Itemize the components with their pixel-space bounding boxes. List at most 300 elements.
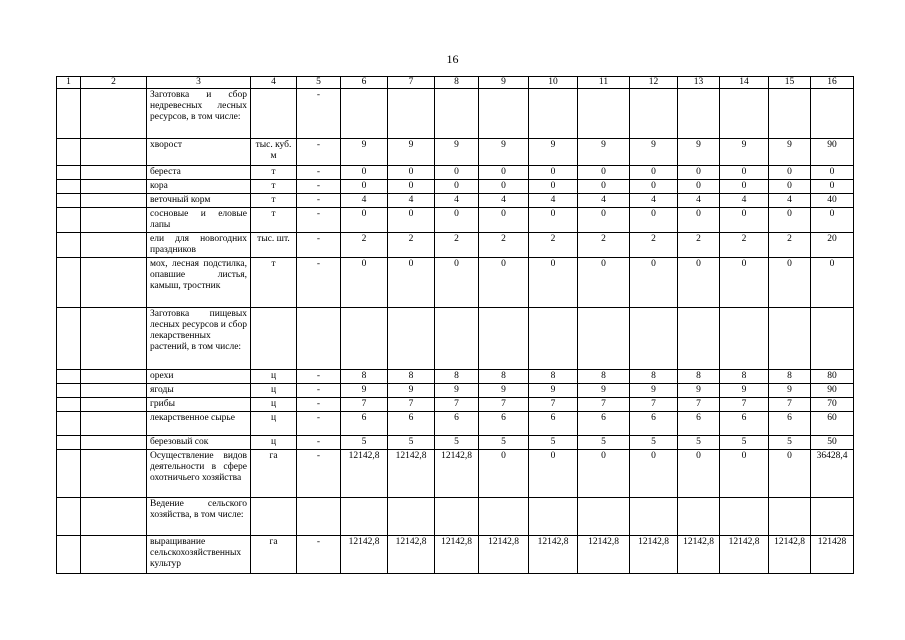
dash-cell: - <box>297 258 341 308</box>
value-cell <box>341 89 388 139</box>
value-cell: 0 <box>720 258 769 308</box>
value-cell: 4 <box>388 194 435 208</box>
value-cell: 5 <box>769 436 811 450</box>
dash-cell: - <box>297 450 341 498</box>
value-cell: 12142,8 <box>435 536 479 574</box>
value-cell: 9 <box>479 384 529 398</box>
value-cell: 7 <box>630 398 678 412</box>
unit-cell: ц <box>251 370 297 384</box>
cell-col1 <box>57 384 81 398</box>
column-number: 8 <box>435 77 479 89</box>
value-cell: 12142,8 <box>341 450 388 498</box>
column-number: 1 <box>57 77 81 89</box>
cell-col1 <box>57 370 81 384</box>
value-cell: 4 <box>769 194 811 208</box>
value-cell: 0 <box>720 166 769 180</box>
value-cell: 8 <box>529 370 578 384</box>
value-cell: 12142,8 <box>435 450 479 498</box>
value-cell: 0 <box>769 258 811 308</box>
unit-cell: т <box>251 166 297 180</box>
cell-col2 <box>81 370 147 384</box>
value-cell: 6 <box>720 412 769 436</box>
value-cell: 12142,8 <box>341 536 388 574</box>
unit-cell: т <box>251 258 297 308</box>
value-cell <box>578 498 630 536</box>
value-cell: 8 <box>678 370 720 384</box>
column-number: 3 <box>147 77 251 89</box>
value-cell: 0 <box>578 166 630 180</box>
cell-col1 <box>57 139 81 166</box>
dash-cell: - <box>297 370 341 384</box>
value-cell: 0 <box>435 180 479 194</box>
resource-name: березовый сок <box>147 436 251 450</box>
column-number: 6 <box>341 77 388 89</box>
value-cell: 6 <box>678 412 720 436</box>
value-cell: 0 <box>341 166 388 180</box>
value-cell <box>479 308 529 370</box>
value-cell: 12142,8 <box>630 536 678 574</box>
value-cell <box>529 308 578 370</box>
value-cell: 12142,8 <box>720 536 769 574</box>
value-cell: 5 <box>341 436 388 450</box>
cell-col1 <box>57 498 81 536</box>
value-cell: 0 <box>479 180 529 194</box>
column-number: 15 <box>769 77 811 89</box>
resource-name: Осуществление видов деятельности в сфере охотничьего хозяйства <box>147 450 251 498</box>
value-cell: 9 <box>720 384 769 398</box>
dash-cell: - <box>297 384 341 398</box>
value-cell: 2 <box>678 233 720 258</box>
value-cell: 2 <box>435 233 479 258</box>
value-cell <box>811 498 854 536</box>
cell-col2 <box>81 166 147 180</box>
column-number: 2 <box>81 77 147 89</box>
cell-col1 <box>57 194 81 208</box>
column-number: 7 <box>388 77 435 89</box>
value-cell <box>388 498 435 536</box>
value-cell: 7 <box>529 398 578 412</box>
value-cell: 5 <box>388 436 435 450</box>
value-cell: 4 <box>435 194 479 208</box>
resource-name: сосновые и еловые лапы <box>147 208 251 233</box>
value-cell: 5 <box>435 436 479 450</box>
value-cell: 0 <box>341 208 388 233</box>
value-cell: 0 <box>630 180 678 194</box>
cell-col2 <box>81 398 147 412</box>
value-cell: 9 <box>678 384 720 398</box>
value-cell: 9 <box>720 139 769 166</box>
unit-cell: тыс. куб. м <box>251 139 297 166</box>
value-cell: 9 <box>630 384 678 398</box>
value-cell: 0 <box>720 208 769 233</box>
value-cell: 0 <box>435 258 479 308</box>
value-cell: 9 <box>630 139 678 166</box>
value-cell <box>769 89 811 139</box>
value-cell: 9 <box>769 139 811 166</box>
unit-cell: т <box>251 180 297 194</box>
resource-name: хворост <box>147 139 251 166</box>
value-cell: 6 <box>578 412 630 436</box>
value-cell: 9 <box>435 384 479 398</box>
value-cell: 2 <box>341 233 388 258</box>
value-cell <box>435 89 479 139</box>
cell-col1 <box>57 436 81 450</box>
value-cell: 0 <box>529 450 578 498</box>
unit-cell <box>251 498 297 536</box>
resource-name: орехи <box>147 370 251 384</box>
value-cell <box>578 89 630 139</box>
cell-col1 <box>57 89 81 139</box>
cell-col1 <box>57 258 81 308</box>
value-cell: 5 <box>720 436 769 450</box>
value-cell: 0 <box>630 450 678 498</box>
cell-col1 <box>57 536 81 574</box>
cell-col2 <box>81 412 147 436</box>
value-cell: 9 <box>435 139 479 166</box>
table-row <box>57 450 854 498</box>
cell-col1 <box>57 233 81 258</box>
value-cell: 0 <box>678 166 720 180</box>
value-cell: 2 <box>630 233 678 258</box>
resource-name: мох, лесная подстилка, опавшие листья, камыш, тростник <box>147 258 251 308</box>
value-cell <box>388 89 435 139</box>
table-row <box>57 166 854 180</box>
value-cell: 5 <box>529 436 578 450</box>
value-cell: 0 <box>388 166 435 180</box>
value-cell: 0 <box>479 450 529 498</box>
table-row <box>57 258 854 308</box>
column-number: 11 <box>578 77 630 89</box>
value-cell: 6 <box>769 412 811 436</box>
value-cell: 0 <box>529 180 578 194</box>
cell-col1 <box>57 208 81 233</box>
value-cell: 2 <box>529 233 578 258</box>
dash-cell: - <box>297 536 341 574</box>
value-cell: 0 <box>769 208 811 233</box>
value-cell: 9 <box>678 139 720 166</box>
value-cell: 2 <box>479 233 529 258</box>
resource-name: Заготовка и сбор недревесных лесных ресурсов, в том числе: <box>147 89 251 139</box>
value-cell: 12142,8 <box>529 536 578 574</box>
value-cell: 6 <box>630 412 678 436</box>
value-cell: 0 <box>720 450 769 498</box>
table-row <box>57 536 854 574</box>
value-cell: 0 <box>811 180 854 194</box>
dash-cell: - <box>297 180 341 194</box>
resource-name: кора <box>147 180 251 194</box>
resource-name: Заготовка пищевых лесных ресурсов и сбор лекарственных растений, в том числе: <box>147 308 251 370</box>
cell-col2 <box>81 208 147 233</box>
value-cell: 0 <box>435 166 479 180</box>
value-cell: 0 <box>811 166 854 180</box>
value-cell: 8 <box>435 370 479 384</box>
value-cell: 8 <box>720 370 769 384</box>
cell-col1 <box>57 308 81 370</box>
value-cell: 7 <box>678 398 720 412</box>
value-cell: 2 <box>720 233 769 258</box>
table-row <box>57 370 854 384</box>
column-number: 9 <box>479 77 529 89</box>
table-row <box>57 233 854 258</box>
value-cell <box>529 89 578 139</box>
value-cell <box>769 308 811 370</box>
resource-name: веточный корм <box>147 194 251 208</box>
value-cell <box>811 308 854 370</box>
column-number: 10 <box>529 77 578 89</box>
value-cell: 4 <box>678 194 720 208</box>
value-cell: 0 <box>630 166 678 180</box>
value-cell <box>529 498 578 536</box>
column-number: 13 <box>678 77 720 89</box>
column-number-row <box>57 77 854 89</box>
value-cell: 9 <box>341 384 388 398</box>
value-cell: 9 <box>388 139 435 166</box>
value-cell <box>678 89 720 139</box>
value-cell: 0 <box>578 450 630 498</box>
unit-cell: ц <box>251 436 297 450</box>
unit-cell: ц <box>251 384 297 398</box>
value-cell: 8 <box>341 370 388 384</box>
value-cell: 0 <box>720 180 769 194</box>
value-cell: 5 <box>479 436 529 450</box>
value-cell <box>388 308 435 370</box>
value-cell <box>678 308 720 370</box>
value-cell: 6 <box>435 412 479 436</box>
resource-name: ели для новогодних праздников <box>147 233 251 258</box>
value-cell <box>720 89 769 139</box>
value-cell: 0 <box>341 180 388 194</box>
value-cell: 0 <box>811 258 854 308</box>
value-cell: 80 <box>811 370 854 384</box>
cell-col1 <box>57 166 81 180</box>
value-cell: 4 <box>529 194 578 208</box>
dash-cell: - <box>297 412 341 436</box>
value-cell: 9 <box>578 139 630 166</box>
cell-col1 <box>57 180 81 194</box>
table-row <box>57 384 854 398</box>
value-cell: 6 <box>388 412 435 436</box>
value-cell: 4 <box>630 194 678 208</box>
value-cell: 7 <box>578 398 630 412</box>
value-cell: 60 <box>811 412 854 436</box>
value-cell: 12142,8 <box>678 536 720 574</box>
cell-col2 <box>81 436 147 450</box>
value-cell: 9 <box>529 139 578 166</box>
forest-resources-table <box>56 76 854 574</box>
unit-cell: га <box>251 536 297 574</box>
value-cell: 9 <box>529 384 578 398</box>
value-cell: 50 <box>811 436 854 450</box>
resource-name: грибы <box>147 398 251 412</box>
value-cell: 5 <box>630 436 678 450</box>
value-cell: 90 <box>811 139 854 166</box>
value-cell: 20 <box>811 233 854 258</box>
value-cell: 0 <box>678 208 720 233</box>
dash-cell: - <box>297 89 341 139</box>
value-cell: 4 <box>341 194 388 208</box>
dash-cell <box>297 498 341 536</box>
dash-cell <box>297 308 341 370</box>
resource-name: лекарственное сырье <box>147 412 251 436</box>
value-cell: 12142,8 <box>578 536 630 574</box>
cell-col2 <box>81 536 147 574</box>
value-cell: 0 <box>630 208 678 233</box>
resource-name: ягоды <box>147 384 251 398</box>
unit-cell <box>251 308 297 370</box>
dash-cell: - <box>297 233 341 258</box>
table-row <box>57 180 854 194</box>
value-cell: 6 <box>341 412 388 436</box>
value-cell <box>769 498 811 536</box>
value-cell: 40 <box>811 194 854 208</box>
value-cell: 2 <box>578 233 630 258</box>
table-row <box>57 194 854 208</box>
table-row <box>57 498 854 536</box>
value-cell <box>435 308 479 370</box>
value-cell <box>341 498 388 536</box>
value-cell <box>720 308 769 370</box>
value-cell: 6 <box>529 412 578 436</box>
cell-col2 <box>81 194 147 208</box>
value-cell: 0 <box>578 258 630 308</box>
cell-col2 <box>81 450 147 498</box>
value-cell: 0 <box>479 166 529 180</box>
value-cell: 2 <box>769 233 811 258</box>
value-cell: 36428,4 <box>811 450 854 498</box>
value-cell: 0 <box>341 258 388 308</box>
value-cell: 0 <box>479 258 529 308</box>
value-cell: 0 <box>811 208 854 233</box>
table-row <box>57 436 854 450</box>
value-cell: 0 <box>769 166 811 180</box>
cell-col2 <box>81 89 147 139</box>
value-cell: 12142,8 <box>479 536 529 574</box>
value-cell: 0 <box>678 258 720 308</box>
value-cell: 0 <box>388 258 435 308</box>
value-cell: 0 <box>769 180 811 194</box>
dash-cell: - <box>297 398 341 412</box>
value-cell: 0 <box>479 208 529 233</box>
unit-cell: ц <box>251 398 297 412</box>
value-cell: 12142,8 <box>388 536 435 574</box>
value-cell: 7 <box>720 398 769 412</box>
value-cell <box>630 308 678 370</box>
value-cell <box>479 89 529 139</box>
value-cell: 0 <box>578 208 630 233</box>
unit-cell: га <box>251 450 297 498</box>
value-cell: 7 <box>341 398 388 412</box>
value-cell: 9 <box>769 384 811 398</box>
dash-cell: - <box>297 436 341 450</box>
value-cell: 90 <box>811 384 854 398</box>
value-cell <box>341 308 388 370</box>
value-cell <box>630 498 678 536</box>
table-row <box>57 208 854 233</box>
cell-col2 <box>81 384 147 398</box>
cell-col2 <box>81 258 147 308</box>
value-cell: 0 <box>529 208 578 233</box>
value-cell: 0 <box>388 208 435 233</box>
value-cell <box>720 498 769 536</box>
value-cell: 12142,8 <box>388 450 435 498</box>
table-row <box>57 89 854 139</box>
value-cell: 70 <box>811 398 854 412</box>
value-cell: 0 <box>678 450 720 498</box>
value-cell <box>578 308 630 370</box>
unit-cell: т <box>251 208 297 233</box>
value-cell: 121428 <box>811 536 854 574</box>
dash-cell: - <box>297 208 341 233</box>
cell-col1 <box>57 412 81 436</box>
value-cell <box>678 498 720 536</box>
value-cell: 0 <box>630 258 678 308</box>
dash-cell: - <box>297 139 341 166</box>
table-row <box>57 412 854 436</box>
value-cell: 5 <box>678 436 720 450</box>
value-cell: 7 <box>769 398 811 412</box>
column-number: 14 <box>720 77 769 89</box>
dash-cell: - <box>297 166 341 180</box>
unit-cell: тыс. шт. <box>251 233 297 258</box>
value-cell: 9 <box>479 139 529 166</box>
value-cell: 4 <box>720 194 769 208</box>
value-cell: 2 <box>388 233 435 258</box>
value-cell <box>630 89 678 139</box>
value-cell: 6 <box>479 412 529 436</box>
value-cell: 5 <box>578 436 630 450</box>
value-cell: 0 <box>529 258 578 308</box>
value-cell: 8 <box>388 370 435 384</box>
page-number: 16 <box>446 52 459 66</box>
value-cell: 8 <box>630 370 678 384</box>
cell-col2 <box>81 498 147 536</box>
value-cell: 0 <box>578 180 630 194</box>
value-cell: 9 <box>341 139 388 166</box>
value-cell: 0 <box>769 450 811 498</box>
cell-col1 <box>57 450 81 498</box>
column-number: 12 <box>630 77 678 89</box>
value-cell: 7 <box>479 398 529 412</box>
value-cell: 12142,8 <box>769 536 811 574</box>
column-number: 5 <box>297 77 341 89</box>
cell-col2 <box>81 308 147 370</box>
value-cell: 9 <box>578 384 630 398</box>
value-cell: 0 <box>435 208 479 233</box>
value-cell: 0 <box>388 180 435 194</box>
column-number: 16 <box>811 77 854 89</box>
cell-col2 <box>81 139 147 166</box>
value-cell: 7 <box>435 398 479 412</box>
unit-cell: т <box>251 194 297 208</box>
value-cell: 8 <box>769 370 811 384</box>
resource-name: выращивание сельскохозяйственных культур <box>147 536 251 574</box>
value-cell: 0 <box>529 166 578 180</box>
table-row <box>57 398 854 412</box>
unit-cell: ц <box>251 412 297 436</box>
column-number: 4 <box>251 77 297 89</box>
value-cell: 7 <box>388 398 435 412</box>
resource-name: Ведение сельского хозяйства, в том числе: <box>147 498 251 536</box>
value-cell: 8 <box>578 370 630 384</box>
resource-name: береста <box>147 166 251 180</box>
table-row <box>57 139 854 166</box>
table-row <box>57 308 854 370</box>
value-cell <box>811 89 854 139</box>
value-cell <box>479 498 529 536</box>
value-cell: 0 <box>678 180 720 194</box>
value-cell: 9 <box>388 384 435 398</box>
cell-col2 <box>81 180 147 194</box>
